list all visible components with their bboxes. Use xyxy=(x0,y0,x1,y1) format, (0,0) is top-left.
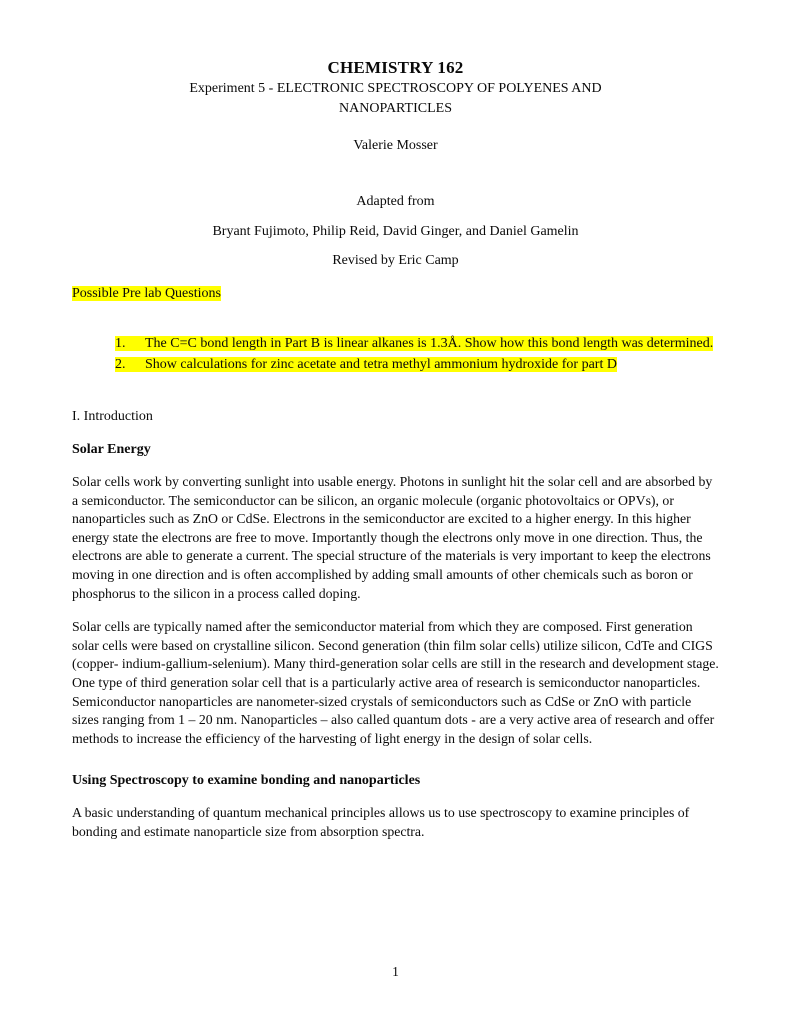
document-subtitle: Experiment 5 - ELECTRONIC SPECTROSCOPY OF POLYENES AND NANOPARTICLES xyxy=(189,81,602,116)
prelab-question-2-text: Show calculations for zinc acetate and tetra methyl ammonium hydroxide for part D xyxy=(145,357,617,372)
adapted-from-label: Adapted from xyxy=(356,194,435,209)
prelab-question-1-number: 1. xyxy=(115,336,126,351)
prelab-question-list xyxy=(72,333,719,375)
prelab-question-1 xyxy=(115,333,719,354)
prelab-question-2-number: 2. xyxy=(115,357,126,372)
page-number: 1 xyxy=(392,964,399,979)
author-name: Valerie Mosser xyxy=(353,138,438,153)
prelab-heading xyxy=(72,286,719,302)
prelab-question-1-highlight xyxy=(115,336,713,351)
prelab-heading-text: Possible Pre lab Questions xyxy=(72,286,221,301)
section-heading-introduction: I. Introduction xyxy=(72,409,153,424)
subsection-heading-spectroscopy: Using Spectroscopy to examine bonding and nanoparticles xyxy=(72,773,421,789)
paragraph-solar-energy-2: Solar cells are typically named after the semiconductor material from which they are composed. First generation solar cells were based on crystalline silicon. Second generation (thin film solar cells) utilize silicon, CdTe and CIGS (copper- indium-gallium-selenium). Many third-generation solar cells are still in the research and development stage. One type of third generation solar cell that is a particularly active area of research is semiconductor nanoparticles. Semiconductor nanoparticles are nanometer-sized crystals of semiconductors such as CdSe or ZnO with particle sizes ranging from 1 – 20 nm. Nanoparticles – also called quantum dots - are a very active area of research and offer methods to increase the efficiency of the harvesting of light energy in the design of solar cells. xyxy=(72,619,719,746)
prelab-question-2-highlight xyxy=(115,357,617,372)
subsection-heading-solar-energy: Solar Energy xyxy=(72,442,151,457)
prelab-question-2 xyxy=(115,354,719,375)
contributors-line: Bryant Fujimoto, Philip Reid, David Ginger, and Daniel Gamelin xyxy=(212,224,579,239)
document-title: CHEMISTRY 162 xyxy=(327,58,464,77)
revision-note: Revised by Eric Camp xyxy=(332,253,459,268)
prelab-question-1-text: The C=C bond length in Part B is linear alkanes is 1.3Å. Show how this bond length was determined. xyxy=(145,336,714,351)
paragraph-solar-energy-1: Solar cells work by converting sunlight into usable energy. Photons in sunlight hit the solar cell and are absorbed by a semiconductor. The semiconductor can be silicon, an organic molecule (organic photovoltaics or OPVs), or nanoparticles such as ZnO or CdSe. Electrons in the semiconductor are excited to a higher energy. In this higher energy state the electrons are free to move. Importantly though the electrons only move in one direction. Thus, the electrons are able to generate a current. The special structure of the materials is very important to keep the electrons moving in one direction and is often accomplished by adding small amounts of other chemicals such as boron or phosphorus to the silicon in a process called doping. xyxy=(72,474,713,601)
paragraph-spectroscopy: A basic understanding of quantum mechanical principles allows us to use spectroscopy to examine principles of bonding and estimate nanoparticle size from absorption spectra. xyxy=(72,805,690,839)
